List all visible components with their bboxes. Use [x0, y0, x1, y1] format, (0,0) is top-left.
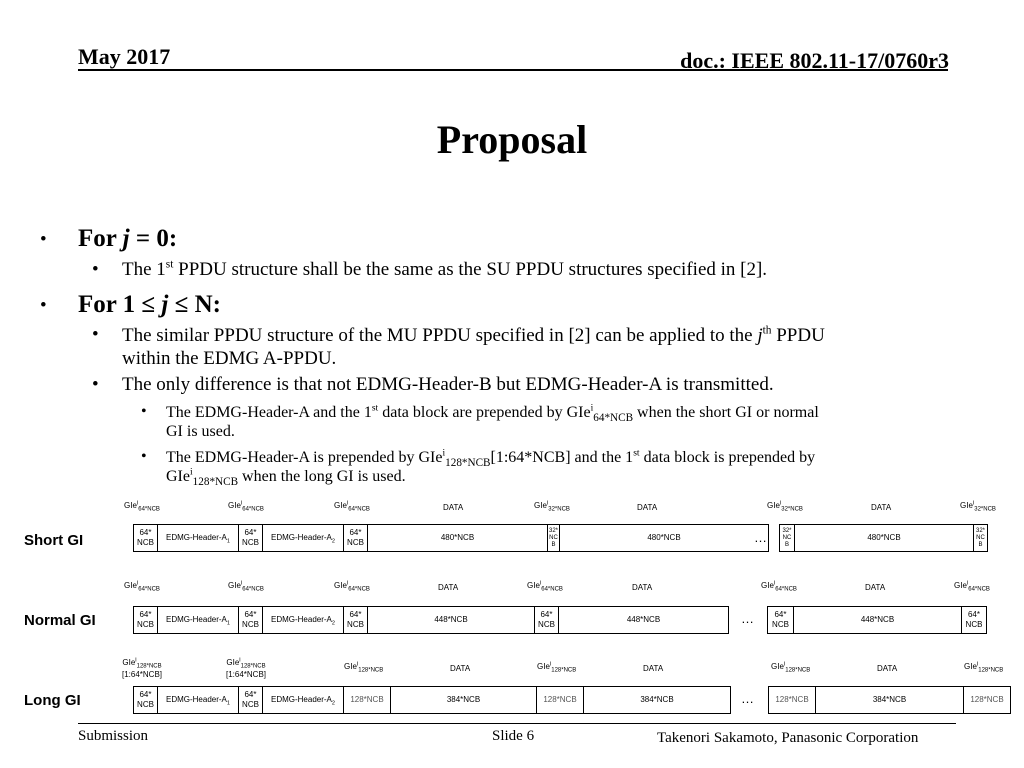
bullet-dot: • [92, 259, 99, 280]
label-gie-32: GIe$^i_{32*NCB}$ [767, 500, 803, 513]
gi-block-128: 128*NCB [537, 687, 584, 713]
short-gi-frame-main [133, 524, 769, 552]
label-gie-64: GIe$^i_{64*NCB}$ [124, 580, 160, 593]
gi-block-128: 128*NCB [970, 695, 1004, 704]
label-data: DATA [865, 583, 886, 592]
bullet-dot: • [40, 295, 47, 316]
footer-rule [78, 723, 956, 724]
gi-block-128: 128*NCB [344, 687, 391, 713]
label-gie-32: GIe$^i_{32*NCB}$ [960, 500, 996, 513]
bullet-mu-structure: The similar PPDU structure of the MU PPDU specified in [2] can be applied to the $j^{th}$ PPDU within the EDMG A-PPDU. [122, 324, 825, 369]
label-gie-64: GIe$^i_{64*NCB}$ [334, 580, 370, 593]
label-gie-128: GIe$^i_{128*NCB}$ [537, 661, 577, 674]
gi-block-32: 32* NC B [780, 525, 795, 551]
label-data: DATA [450, 664, 471, 673]
label-gie-128: GIe$^i_{128*NCB}$ [344, 661, 384, 674]
ellipsis: … [741, 691, 754, 706]
edmg-header-a1-block: EDMG-$Header-A_1$ [158, 525, 239, 551]
ellipsis: … [754, 530, 767, 545]
footer-submission: Submission [78, 728, 149, 744]
gi-block: 64* NCB [768, 607, 794, 633]
long-gi-frame-tail [768, 686, 1011, 714]
data-block: 384*NCB [391, 687, 537, 713]
label-gie-64: GIe$^i_{64*NCB}$ [761, 580, 797, 593]
edmg-header-a2-block: EDMG-$Header-A_2$ [263, 687, 344, 713]
data-block: 480*NCB [647, 533, 681, 542]
bullet-dot: • [141, 448, 147, 465]
gi-block: 64* NCB [344, 607, 368, 633]
ellipsis: … [741, 611, 754, 626]
long-gi-frame-main [133, 686, 731, 714]
data-block: 384*NCB [640, 695, 674, 704]
data-block: 384*NCB [816, 687, 964, 713]
label-gie-64: GIe$^i_{64*NCB}$ [527, 580, 563, 593]
data-block: 480*NCB [795, 525, 974, 551]
edmg-header-a1-block: EDMG-$Header-A_1$ [158, 687, 239, 713]
gi-block: 64* NCB [134, 687, 158, 713]
footer-slide-number: Slide 6 [492, 728, 535, 744]
gi-block: 64* NCB [134, 607, 158, 633]
header-doc-id: doc.: IEEE 802.11-17/0760r3 [680, 48, 949, 73]
label-gie-128-range: GIe$^i_{128*NCB}$ [1:64*NCB] [122, 657, 163, 679]
label-gie-64: GIe$^i_{64*NCB}$ [954, 580, 990, 593]
gi-block: 64* NCB [239, 687, 263, 713]
label-data: DATA [871, 503, 892, 512]
row-label-short-gi: Short GI [24, 532, 84, 549]
row-label-long-gi: Long GI [24, 692, 81, 709]
gi-block-32: 32* NC B [975, 527, 985, 548]
label-gie-128: GIe$^i_{128*NCB}$ [771, 661, 811, 674]
header-date: May 2017 [78, 44, 171, 69]
gi-block: 64* NCB [344, 525, 368, 551]
bullet-difference: The only difference is that not EDMG-Header-B but EDMG-Header-A is transmitted. [122, 374, 774, 395]
bullet-long-gi: The EDMG-Header-A is prepended by GIe$^i_{128*NCB}$[1:64*NCB] and the 1st data block is prepended by GIe$^i_{128*NCB}$ when the long GI is used. [166, 447, 816, 489]
label-data: DATA [877, 664, 898, 673]
gi-block-32: 32* NC B [548, 525, 560, 551]
label-data: DATA [438, 583, 459, 592]
label-gie-128: GIe$^i_{128*NCB}$ [964, 661, 1004, 674]
slide-title: Proposal [436, 117, 588, 162]
data-block: 448*NCB [626, 615, 661, 624]
bullet-dot: • [40, 229, 47, 250]
label-data: DATA [643, 664, 664, 673]
gi-block: 64* NCB [535, 607, 559, 633]
label-gie-64: GIe$^i_{64*NCB}$ [228, 500, 264, 513]
label-data: DATA [443, 503, 464, 512]
gi-block-128: 128*NCB [769, 687, 816, 713]
bullet-dot: • [92, 374, 99, 395]
label-gie-32: GIe$^i_{32*NCB}$ [534, 500, 570, 513]
label-gie-128-range: GIe$^i_{128*NCB}$ [1:64*NCB] [226, 657, 267, 679]
bullet-short-normal-gi: The EDMG-Header-A and the 1st data block are prepended by GIe$^i_{64*NCB}$ when the short GI or normal GI is used. [166, 402, 819, 440]
row-label-normal-gi: Normal GI [24, 612, 96, 629]
bullet-j1n: For 1 ≤ j ≤ N: [78, 291, 221, 318]
gi-block: 64* NCB [239, 525, 263, 551]
bullet-dot: • [92, 324, 99, 345]
label-gie-64: GIe$^i_{64*NCB}$ [334, 500, 370, 513]
label-gie-64: GIe$^i_{64*NCB}$ [228, 580, 264, 593]
header-rule [78, 69, 948, 71]
label-data: DATA [632, 583, 653, 592]
gi-block: 64* NCB [965, 610, 983, 629]
data-block: 448*NCB [368, 607, 535, 633]
footer-author: Takenori Sakamoto, Panasonic Corporation [657, 730, 919, 746]
gi-block: 64* NCB [239, 607, 263, 633]
bullet-j0: For j = 0: [78, 225, 178, 252]
data-block: 480*NCB [368, 525, 548, 551]
bullet-dot: • [141, 403, 147, 420]
edmg-header-a1-block: EDMG-$Header-A_1$ [158, 607, 239, 633]
data-block: 448*NCB [794, 607, 962, 633]
label-data: DATA [637, 503, 658, 512]
edmg-header-a2-block: EDMG-$Header-A_2$ [263, 607, 344, 633]
normal-gi-frame-tail [767, 606, 987, 634]
bullet-j0-detail: The 1st PPDU structure shall be the same as the SU PPDU structures specified in [2]. [122, 258, 768, 280]
normal-gi-frame-main [133, 606, 729, 634]
short-gi-frame-tail [779, 524, 988, 552]
edmg-header-a2-block: EDMG-$Header-A_2$ [263, 525, 344, 551]
label-gie-64: GIe$^i_{64*NCB}$ [124, 500, 160, 513]
gi-block: 64* NCB [134, 525, 158, 551]
